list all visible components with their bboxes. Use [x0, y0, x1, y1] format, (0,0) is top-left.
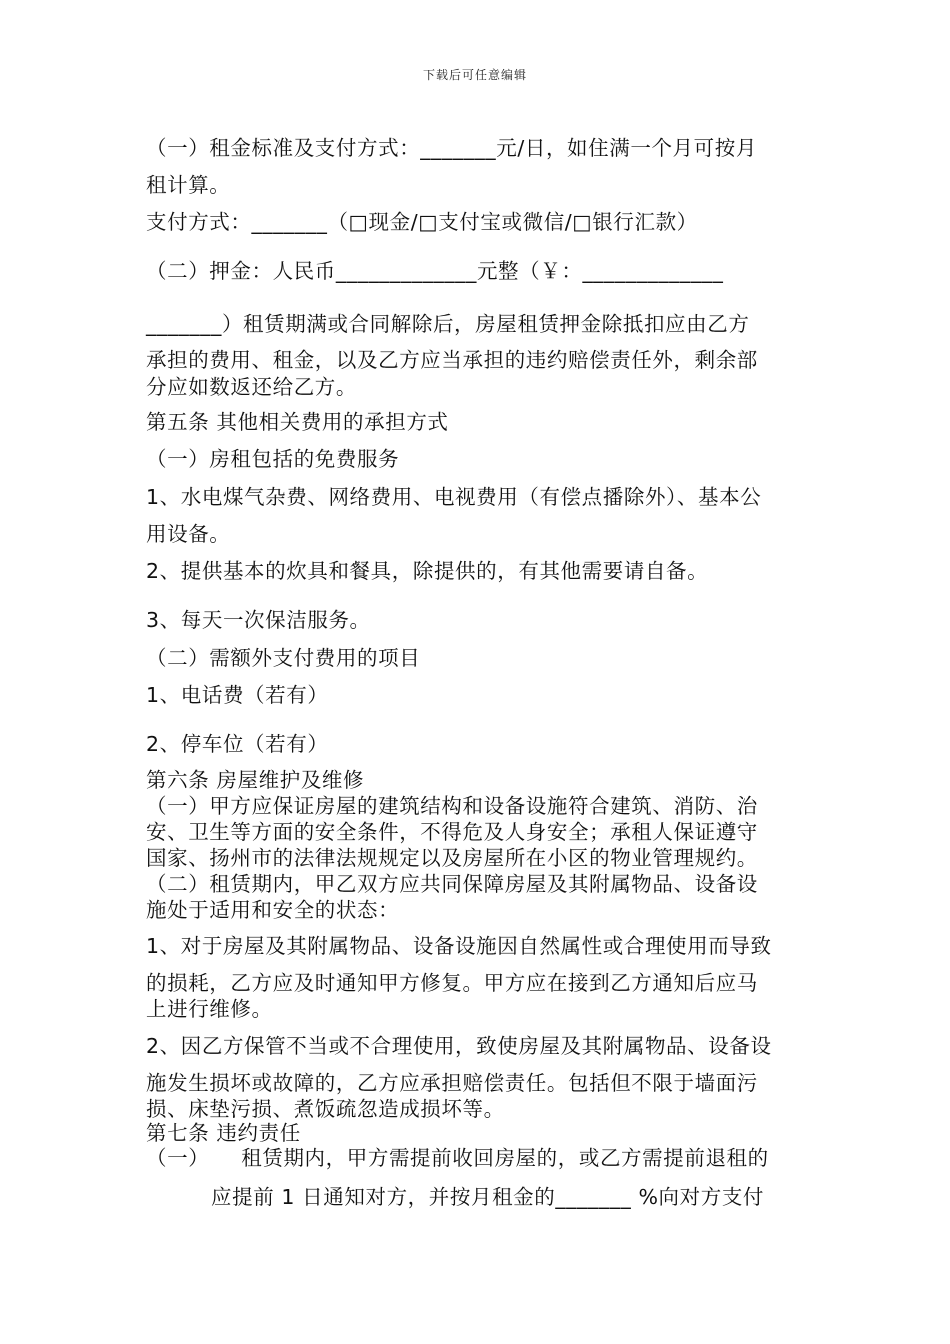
text-line: 损、床垫污损、煮饭疏忽造成损坏等。: [146, 1097, 505, 1121]
text-line: （二）需额外支付费用的项目: [146, 646, 421, 670]
text-line: 1、对于房屋及其附属物品、设备设施因自然属性或合理使用而导致: [146, 934, 772, 958]
text-line: 2、因乙方保管不当或不合理使用，致使房屋及其附属物品、设备设: [146, 1034, 772, 1058]
text-line: _______）租赁期满或合同解除后，房屋租赁押金除抵扣应由乙方: [146, 312, 750, 336]
text-line: 施发生损坏或故障的，乙方应承担赔偿责任。包括但不限于墙面污: [146, 1071, 758, 1095]
text-line: 上进行维修。: [146, 997, 273, 1021]
text-line: 2、提供基本的炊具和餐具，除提供的，有其他需要请自备。: [146, 559, 709, 583]
text-line: 应提前 1 日通知对方，并按月租金的_______ %向对方支付: [211, 1185, 765, 1209]
text-line: 施处于适用和安全的状态：: [146, 898, 400, 922]
section-heading: 第五条 其他相关费用的承担方式: [146, 410, 449, 434]
text-line: 国家、扬州市的法律法规规定以及房屋所在小区的物业管理规约。: [146, 846, 758, 870]
page-header: 下载后可任意编辑: [422, 68, 527, 82]
text-line: （一）房租包括的免费服务: [146, 447, 400, 471]
text-line: 支付方式：_______（□现金/□支付宝或微信/□银行汇款）: [146, 210, 698, 234]
text-line: 用设备。: [146, 522, 231, 546]
text-line: 1、电话费（若有）: [146, 683, 329, 707]
text-line: （一）甲方应保证房屋的建筑结构和设备设施符合建筑、消防、治: [146, 794, 758, 818]
text-line: 2、停车位（若有）: [146, 732, 329, 756]
text-line: 承担的费用、租金，以及乙方应当承担的违约赔偿责任外，剩余部: [146, 348, 758, 372]
section-heading: 第六条 房屋维护及维修: [146, 768, 365, 792]
text-line: （二）租赁期内，甲乙双方应共同保障房屋及其附属物品、设备设: [146, 872, 758, 896]
text-line: （一） 租赁期内，甲方需提前收回房屋的，或乙方需提前退租的: [146, 1146, 769, 1170]
text-line: 租计算。: [146, 173, 231, 197]
text-line: （二）押金：人民币_____________元整（￥：_____________: [146, 259, 724, 283]
text-line: 的损耗，乙方应及时通知甲方修复。甲方应在接到乙方通知后应马: [146, 971, 758, 995]
text-line: 安、卫生等方面的安全条件，不得危及人身安全；承租人保证遵守: [146, 820, 758, 844]
text-line: 1、水电煤气杂费、网络费用、电视费用（有偿点播除外）、基本公: [146, 485, 762, 509]
section-heading: 第七条 违约责任: [146, 1121, 301, 1145]
text-line: 3、每天一次保洁服务。: [146, 608, 371, 632]
text-line: （一）租金标准及支付方式：_______元/日，如住满一个月可按月: [146, 136, 757, 160]
text-line: 分应如数返还给乙方。: [146, 375, 357, 399]
